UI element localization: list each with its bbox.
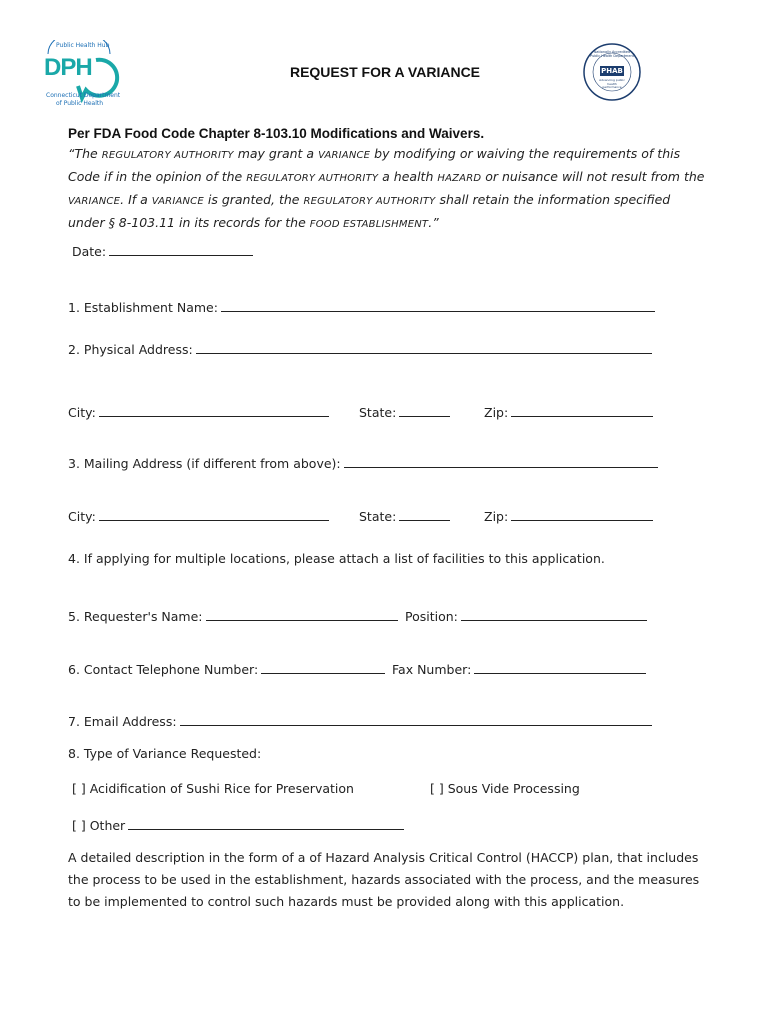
form-title: REQUEST FOR A VARIANCE [289,64,481,80]
mailing-address-input-line[interactable] [344,454,658,468]
fax-label: Fax Number: [392,662,472,677]
requester-name-field [68,607,398,624]
physical-zip-input-line[interactable] [511,403,653,417]
fax-input-line[interactable] [474,660,646,674]
option-other-input-line[interactable] [128,816,404,830]
quote-term-variance: VARIANCE [318,150,371,161]
contact-phone-label: 6. Contact Telephone Number: [68,662,259,677]
email-input-line[interactable] [180,712,652,726]
quote-text-6: is granted, the [203,192,304,207]
quote-term-regulatory-authority: REGULATORY AUTHORITY [246,173,379,184]
physical-city-label: City: [68,405,96,420]
mailing-state-label: State: [359,509,397,524]
physical-address-row [68,340,652,357]
requester-name-label: 5. Requester's Name: [68,609,203,624]
dph-logo-subtitle-1: Connecticut Department [46,92,121,99]
fax-field [392,660,646,677]
physical-zip-field [484,403,653,420]
mailing-zip-field [484,507,653,524]
quote-term-variance: VARIANCE [68,196,121,207]
quote-open: “The [68,146,102,161]
physical-address-label: 2. Physical Address: [68,342,193,357]
physical-city-field [68,403,329,420]
option-sous-vide-checkbox[interactable]: [ ] Sous Vide Processing [430,781,580,796]
contact-phone-input-line[interactable] [261,660,385,674]
mailing-address-row [68,454,658,471]
option-other-row [72,816,404,833]
physical-zip-label: Zip: [484,405,509,420]
dph-logo-acronym: DPH [44,54,92,81]
food-code-quote [68,143,708,235]
dph-logo-subtitle-2: of Public Health [56,100,104,107]
phab-seal-arc-text: Nationally Accredited Public Health Department [590,50,634,58]
option-sushi-rice-checkbox[interactable]: [ ] Acidification of Sushi Rice for Preservation [72,781,354,796]
mailing-zip-input-line[interactable] [511,507,653,521]
email-label: 7. Email Address: [68,714,177,729]
quote-text-2: by modifying or waiving the requirements of this Code if in the opinion of the [68,146,681,184]
establishment-name-label: 1. Establishment Name: [68,300,218,315]
quote-term-food-establishment: FOOD ESTABLISHMENT [309,219,429,230]
variance-type-label: 8. Type of Variance Requested: [68,746,262,761]
mailing-city-label: City: [68,509,96,524]
haccp-description: A detailed description in the form of a of Hazard Analysis Critical Control (HACCP) plan, that includes the process to be used in the establishment, hazards associated with the process, and the measures to be implemented to control such hazards must be provided along with this application. [68,850,700,909]
establishment-name-input-line[interactable] [221,298,655,312]
physical-address-input-line[interactable] [196,340,652,354]
contact-phone-field [68,660,385,677]
position-input-line[interactable] [461,607,647,621]
form-subheading: Per FDA Food Code Chapter 8-103.10 Modifications and Waivers. [68,126,485,141]
quote-term-hazard: HAZARD [437,173,482,184]
quote-text-7: shall retain the information specified under § 8-103.11 in its records for the [68,192,671,230]
physical-city-input-line[interactable] [99,403,329,417]
mailing-city-field [68,507,329,524]
mailing-state-field [359,507,450,524]
date-row [72,242,253,259]
mailing-city-input-line[interactable] [99,507,329,521]
physical-state-field [359,403,450,420]
physical-state-label: State: [359,405,397,420]
mailing-zip-label: Zip: [484,509,509,524]
quote-term-regulatory-authority: REGULATORY AUTHORITY [101,150,234,161]
phab-seal-badge: PHAB [601,67,623,75]
phab-seal-small-text: Advancing public health performance [599,79,625,89]
date-input-line[interactable] [109,242,253,256]
dph-logo-arc-text: Public Health Hub [56,42,110,49]
email-row [68,712,652,729]
requester-name-input-line[interactable] [206,607,398,621]
establishment-name-row [68,298,655,315]
quote-close: .” [428,215,439,230]
quote-text-3: a health [378,169,438,184]
quote-term-variance: VARIANCE [151,196,204,207]
quote-term-regulatory-authority: REGULATORY AUTHORITY [303,196,436,207]
position-field [405,607,647,624]
quote-text-1: may grant a [233,146,319,161]
mailing-state-input-line[interactable] [399,507,450,521]
date-label: Date: [72,244,107,259]
physical-state-input-line[interactable] [399,403,450,417]
mailing-address-label: 3. Mailing Address (if different from above): [68,456,341,471]
position-label: Position: [405,609,458,624]
quote-text-5: . If a [120,192,152,207]
quote-text-4: or nuisance will not result from the [481,169,705,184]
option-other-checkbox[interactable]: [ ] Other [72,818,126,833]
multiple-locations-note: 4. If applying for multiple locations, please attach a list of facilities to this application. [68,551,605,566]
